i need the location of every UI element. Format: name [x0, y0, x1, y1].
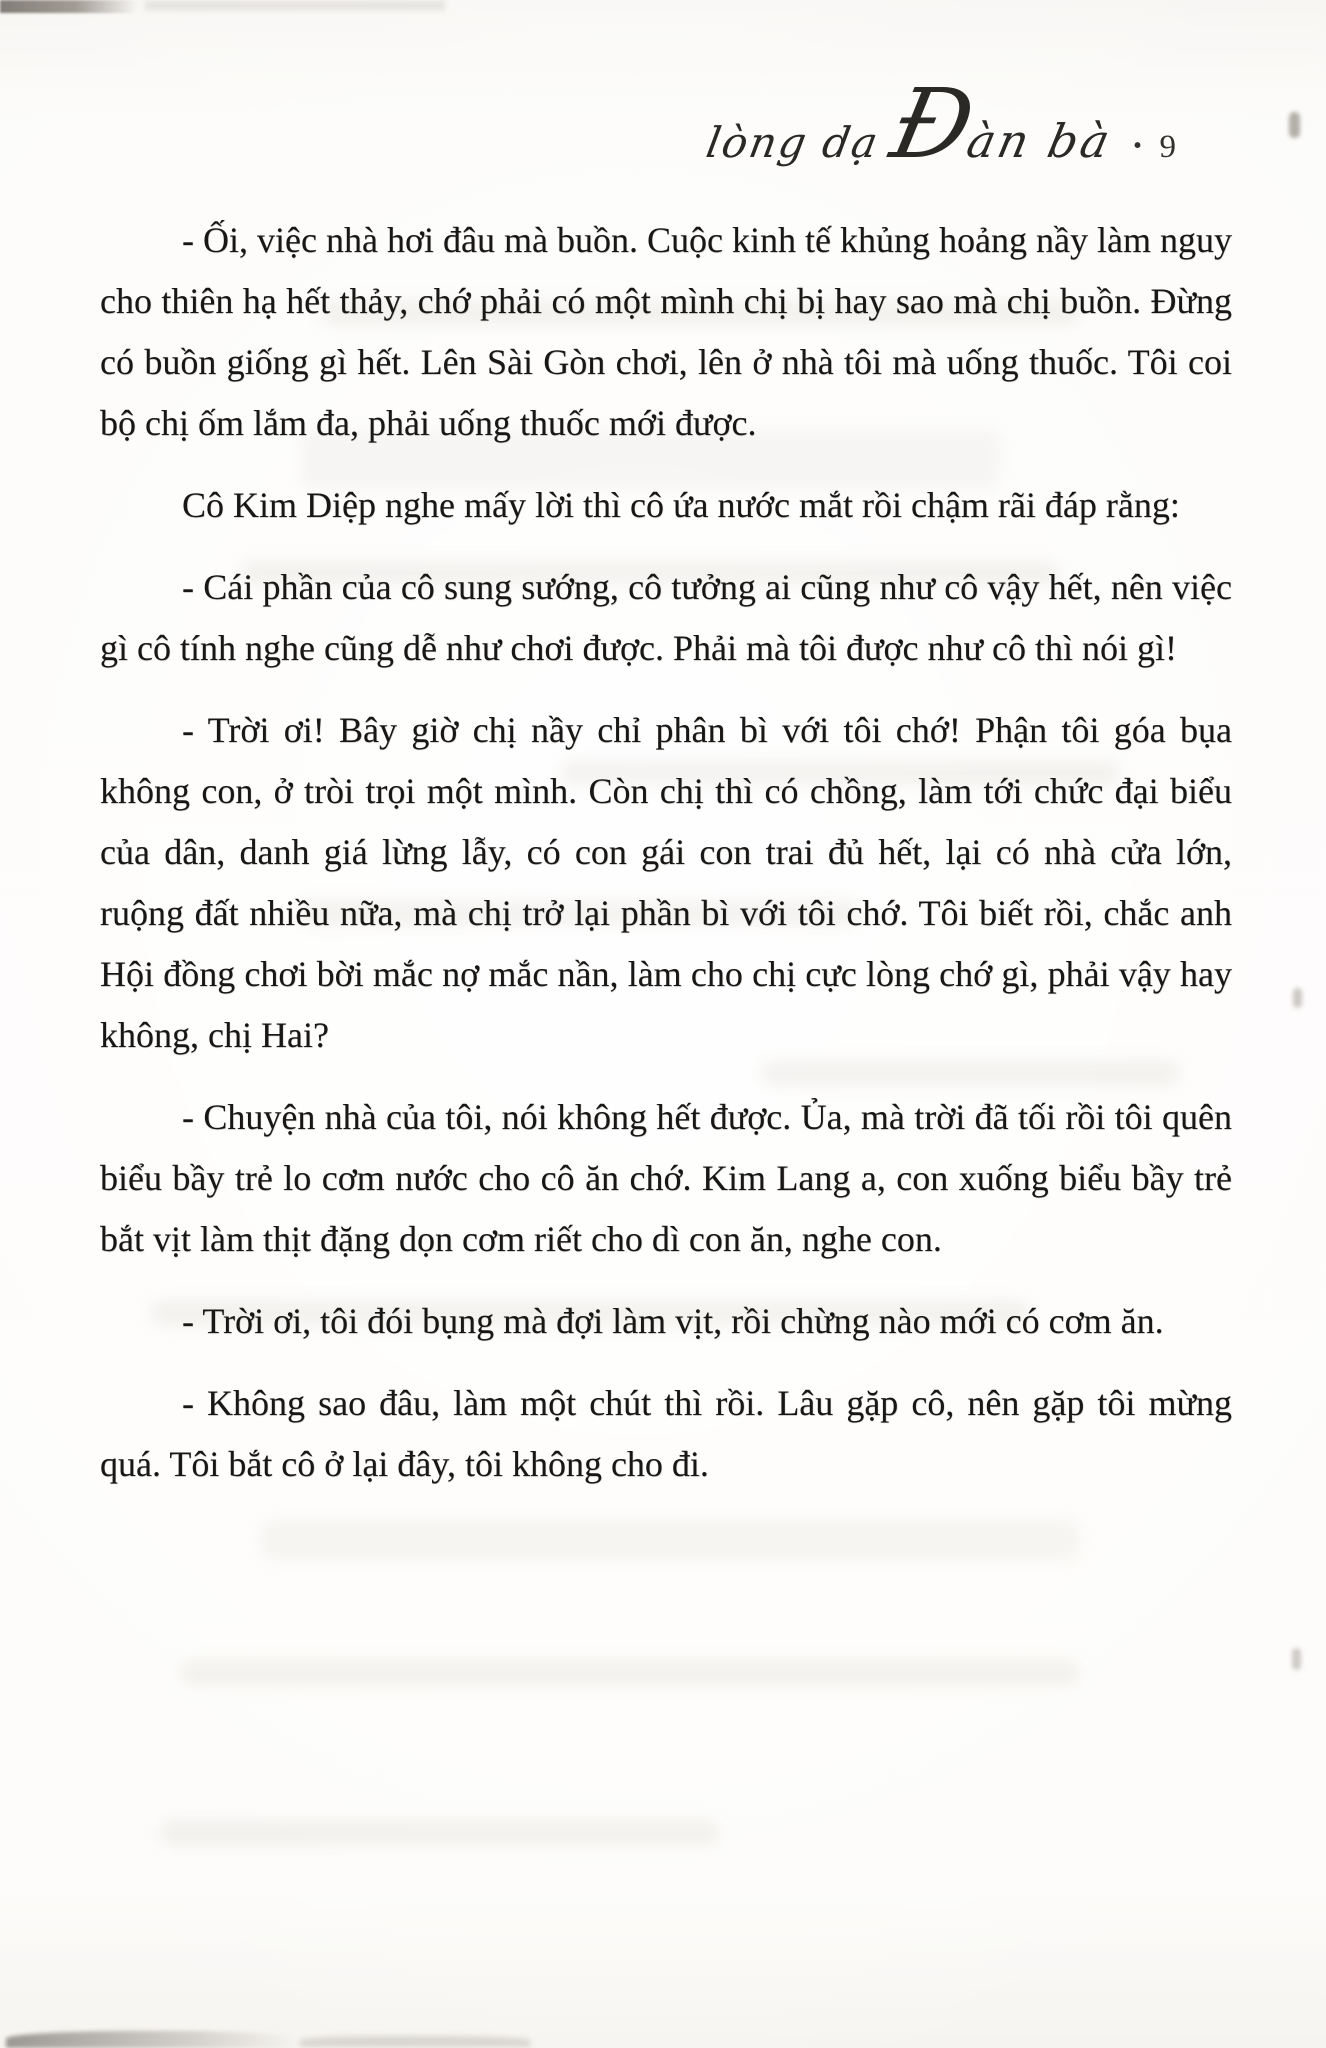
- scan-edge-mark: [1292, 1648, 1301, 1670]
- paragraph: - Chuyện nhà của tôi, nói không hết được. Ủa, mà trời đã tối rồi tôi quên biểu bầy trẻ lo cơm nước cho cô ăn chớ. Kim Lang a, con xuống biểu bầy trẻ bắt vịt làm thịt đặng dọn cơm riết cho dì con ăn, nghe con.: [100, 1097, 1232, 1259]
- book-title-display: Đàn bà: [882, 68, 1118, 180]
- paragraph: - Trời ơi, tôi đói bụng mà đợi làm vịt, rồi chừng nào mới có cơm ăn.: [182, 1301, 1164, 1341]
- scan-edge-mark: [1293, 988, 1302, 1008]
- book-title-script: lòng dạ: [702, 118, 883, 167]
- scan-smudge-bottom-left: [6, 2031, 296, 2048]
- paragraph: - Trời ơi! Bây giờ chị nầy chỉ phân bì với tôi chớ! Phận tôi góa bụa không con, ở tròi trọi một mình. Còn chị thì có chồng, làm tới chức đại biểu của dân, danh giá lừng lẫy, có con gái con trai đủ hết, lại có nhà cửa lớn, ruộng đất nhiều nữa, mà chị trở lại phần bì với tôi chớ. Tôi biết rồi, chắc anh Hội đồng chơi bời mắc nợ mắc nần, làm cho chị cực lòng chớ gì, phải vậy hay không, chị Hai?: [100, 710, 1232, 1055]
- scan-smudge-top-left: [0, 0, 138, 13]
- paragraph: Cô Kim Diệp nghe mấy lời thì cô ứa nước mắt rồi chậm rãi đáp rằng:: [182, 485, 1180, 525]
- running-head: [702, 68, 1176, 180]
- paragraph: - Không sao đâu, làm một chút thì rồi. Lâu gặp cô, nên gặp tôi mừng quá. Tôi bắt cô ở lại đây, tôi không cho đi.: [100, 1383, 1232, 1484]
- page-number: 9: [1159, 129, 1176, 165]
- showthrough-ghost: [260, 1520, 1080, 1560]
- page-body-text: [100, 210, 1232, 1516]
- scan-edge-mark: [1289, 112, 1300, 138]
- scan-smudge-top-middle: [145, 1, 445, 10]
- showthrough-ghost: [160, 1820, 720, 1846]
- paragraph: - Cái phần của cô sung sướng, cô tưởng ai cũng như cô vậy hết, nên việc gì cô tính nghe cũng dễ như chơi được. Phải mà tôi được như cô thì nói gì!: [100, 567, 1232, 668]
- showthrough-ghost: [180, 1660, 1080, 1686]
- scan-smudge-bottom-middle: [300, 2036, 530, 2047]
- header-separator-dot: ·: [1131, 125, 1144, 165]
- paragraph: - Ối, việc nhà hơi đâu mà buồn. Cuộc kinh tế khủng hoảng nầy làm nguy cho thiên hạ hết thảy, chớ phải có một mình chị bị hay sao mà chị buồn. Đừng có buồn giống gì hết. Lên Sài Gòn chơi, lên ở nhà tôi mà uống thuốc. Tôi coi bộ chị ốm lắm đa, phải uống thuốc mới được.: [100, 220, 1232, 443]
